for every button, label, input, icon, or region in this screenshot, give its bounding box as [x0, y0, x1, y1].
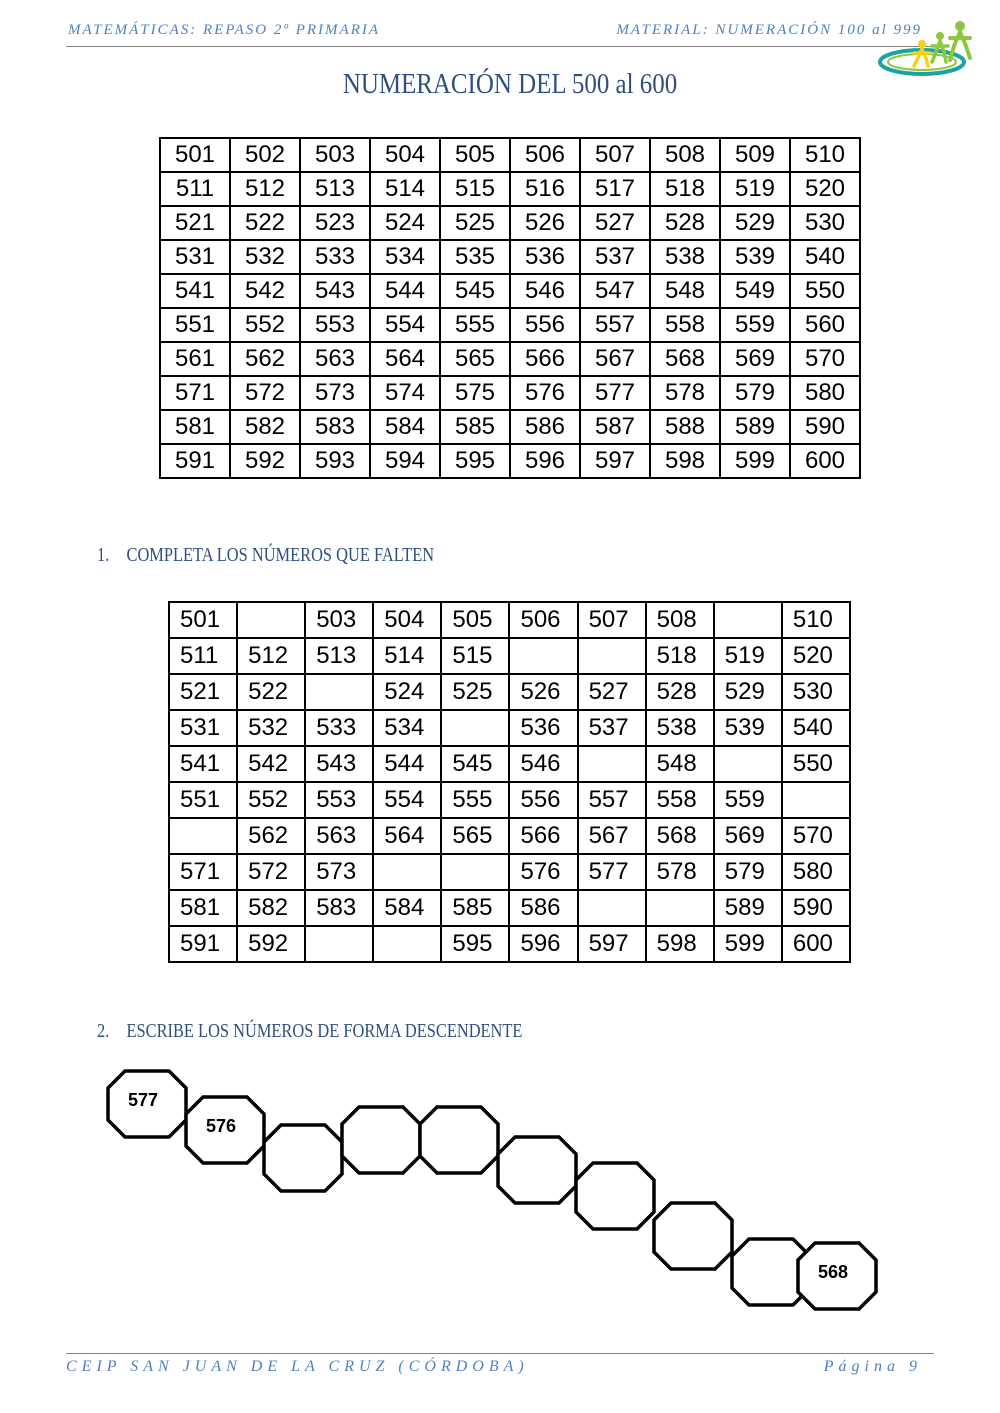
missing-table-row	[169, 746, 850, 782]
full-table-row	[160, 410, 860, 444]
missing-table-cell: 577	[578, 854, 646, 890]
missing-table-cell: 504	[373, 602, 441, 638]
full-table-cell: 520	[790, 172, 860, 206]
full-table-cell: 594	[370, 444, 440, 478]
full-table-cell: 512	[230, 172, 300, 206]
full-table-cell: 518	[650, 172, 720, 206]
missing-table-cell: 570	[782, 818, 850, 854]
missing-table-cell[interactable]	[305, 674, 373, 710]
full-table-cell: 544	[370, 274, 440, 308]
full-table-cell: 595	[440, 444, 510, 478]
missing-table-cell: 527	[578, 674, 646, 710]
full-table-cell: 502	[230, 138, 300, 172]
missing-table-cell: 579	[714, 854, 782, 890]
missing-numbers-table	[168, 601, 851, 963]
full-table-cell: 569	[720, 342, 790, 376]
missing-table-cell[interactable]	[441, 854, 509, 890]
full-table-cell: 586	[510, 410, 580, 444]
full-table-cell: 555	[440, 308, 510, 342]
octagon-label: 576	[205, 1116, 237, 1136]
missing-table-cell: 532	[237, 710, 305, 746]
full-table-cell: 581	[160, 410, 230, 444]
exercise-2-label: ESCRIBE LOS NÚMEROS DE FORMA DESCENDENTE	[126, 1020, 523, 1042]
missing-table-cell: 528	[646, 674, 714, 710]
full-table-cell: 598	[650, 444, 720, 478]
full-table-cell: 542	[230, 274, 300, 308]
header-right: MATERIAL: NUMERACIÓN 100 al 999	[616, 22, 922, 38]
full-table-cell: 563	[300, 342, 370, 376]
missing-table-cell: 595	[441, 926, 509, 962]
missing-table-cell: 580	[782, 854, 850, 890]
full-table-cell: 590	[790, 410, 860, 444]
octagon-shape	[342, 1107, 420, 1173]
full-table-cell: 537	[580, 240, 650, 274]
missing-table-row	[169, 890, 850, 926]
missing-table-cell: 508	[646, 602, 714, 638]
missing-table-cell: 543	[305, 746, 373, 782]
full-table-cell: 547	[580, 274, 650, 308]
full-table-cell: 557	[580, 308, 650, 342]
missing-table-cell: 501	[169, 602, 237, 638]
footer-school: CEIP SAN JUAN DE LA CRUZ (CÓRDOBA)	[66, 1358, 529, 1375]
full-table-cell: 540	[790, 240, 860, 274]
full-table-cell: 515	[440, 172, 510, 206]
missing-table-row	[169, 710, 850, 746]
exercise-1-label: COMPLETA LOS NÚMEROS QUE FALTEN	[126, 544, 435, 566]
missing-table-cell: 569	[714, 818, 782, 854]
missing-table-row	[169, 818, 850, 854]
missing-table-cell[interactable]	[714, 602, 782, 638]
missing-table-cell: 599	[714, 926, 782, 962]
full-table-cell: 556	[510, 308, 580, 342]
octagon-label: 568	[817, 1262, 849, 1282]
full-table-cell: 567	[580, 342, 650, 376]
full-table-cell: 525	[440, 206, 510, 240]
missing-table-cell: 510	[782, 602, 850, 638]
full-table-cell: 531	[160, 240, 230, 274]
full-table-cell: 591	[160, 444, 230, 478]
octagon-shape	[420, 1107, 498, 1173]
octagon-5[interactable]	[420, 1107, 498, 1173]
full-table-cell: 530	[790, 206, 860, 240]
full-table-cell: 575	[440, 376, 510, 410]
full-table-cell: 532	[230, 240, 300, 274]
full-table-cell: 528	[650, 206, 720, 240]
missing-table-cell: 578	[646, 854, 714, 890]
full-table-cell: 538	[650, 240, 720, 274]
full-table-cell: 585	[440, 410, 510, 444]
full-table-cell: 579	[720, 376, 790, 410]
full-table-cell: 517	[580, 172, 650, 206]
full-table-cell: 564	[370, 342, 440, 376]
missing-table-cell: 529	[714, 674, 782, 710]
full-table-cell: 504	[370, 138, 440, 172]
full-table-cell: 573	[300, 376, 370, 410]
full-table-cell: 514	[370, 172, 440, 206]
missing-table-cell: 522	[237, 674, 305, 710]
missing-table-cell: 555	[441, 782, 509, 818]
full-table-row	[160, 342, 860, 376]
octagon-2	[186, 1097, 264, 1163]
full-table-cell: 560	[790, 308, 860, 342]
full-table-cell: 552	[230, 308, 300, 342]
missing-table-cell: 505	[441, 602, 509, 638]
full-table-cell: 580	[790, 376, 860, 410]
missing-table-cell: 562	[237, 818, 305, 854]
missing-table-cell[interactable]	[373, 926, 441, 962]
missing-table-cell: 564	[373, 818, 441, 854]
missing-table-cell: 531	[169, 710, 237, 746]
full-table-row	[160, 444, 860, 478]
octagon-shape	[264, 1125, 342, 1191]
full-table-cell: 550	[790, 274, 860, 308]
header-rule	[66, 46, 934, 47]
octagon-3[interactable]	[264, 1125, 342, 1191]
full-table-cell: 548	[650, 274, 720, 308]
missing-table-cell: 520	[782, 638, 850, 674]
full-table-cell: 522	[230, 206, 300, 240]
missing-table-cell: 584	[373, 890, 441, 926]
full-table-cell: 589	[720, 410, 790, 444]
missing-table-cell: 567	[578, 818, 646, 854]
missing-table-cell: 545	[441, 746, 509, 782]
page-title: NUMERACIÓN DEL 500 al 600	[342, 68, 678, 100]
exercise-2-number: 2.	[97, 1020, 110, 1042]
missing-table-cell: 541	[169, 746, 237, 782]
missing-table-cell[interactable]	[714, 746, 782, 782]
missing-table-cell: 581	[169, 890, 237, 926]
full-table-cell: 524	[370, 206, 440, 240]
missing-table-cell: 544	[373, 746, 441, 782]
full-table-cell: 551	[160, 308, 230, 342]
full-table-row	[160, 138, 860, 172]
missing-table-cell: 592	[237, 926, 305, 962]
full-table-cell: 599	[720, 444, 790, 478]
full-table-cell: 559	[720, 308, 790, 342]
full-table-cell: 523	[300, 206, 370, 240]
missing-table-row	[169, 926, 850, 962]
missing-table-cell: 507	[578, 602, 646, 638]
full-table-cell: 529	[720, 206, 790, 240]
full-table-cell: 558	[650, 308, 720, 342]
full-table-cell: 582	[230, 410, 300, 444]
full-table-cell: 511	[160, 172, 230, 206]
missing-table-cell: 511	[169, 638, 237, 674]
full-table-row	[160, 274, 860, 308]
full-table-cell: 541	[160, 274, 230, 308]
missing-table-cell: 596	[509, 926, 577, 962]
full-table-cell: 509	[720, 138, 790, 172]
full-table-cell: 597	[580, 444, 650, 478]
full-table-cell: 561	[160, 342, 230, 376]
full-table-cell: 578	[650, 376, 720, 410]
footer-rule	[66, 1353, 934, 1354]
missing-table-cell: 506	[509, 602, 577, 638]
missing-table-cell: 503	[305, 602, 373, 638]
full-table-cell: 588	[650, 410, 720, 444]
missing-table-cell[interactable]	[646, 890, 714, 926]
missing-table-cell: 563	[305, 818, 373, 854]
full-table-cell: 510	[790, 138, 860, 172]
full-table-cell: 506	[510, 138, 580, 172]
missing-table-cell: 548	[646, 746, 714, 782]
octagon-shape	[576, 1163, 654, 1229]
missing-table-cell: 589	[714, 890, 782, 926]
missing-table-cell: 576	[509, 854, 577, 890]
full-table-cell: 565	[440, 342, 510, 376]
full-table-row	[160, 206, 860, 240]
full-table-cell: 572	[230, 376, 300, 410]
full-table-row	[160, 240, 860, 274]
full-table-row	[160, 172, 860, 206]
full-table-cell: 583	[300, 410, 370, 444]
full-table-cell: 516	[510, 172, 580, 206]
missing-table-cell: 554	[373, 782, 441, 818]
missing-table-cell[interactable]	[237, 602, 305, 638]
missing-table-row	[169, 674, 850, 710]
missing-table-cell: 600	[782, 926, 850, 962]
missing-table-cell: 534	[373, 710, 441, 746]
full-table-cell: 533	[300, 240, 370, 274]
full-table-cell: 519	[720, 172, 790, 206]
missing-table-cell: 524	[373, 674, 441, 710]
full-table-cell: 536	[510, 240, 580, 274]
missing-table-cell: 568	[646, 818, 714, 854]
full-table-cell: 543	[300, 274, 370, 308]
full-table-cell: 553	[300, 308, 370, 342]
octagon-6[interactable]	[498, 1137, 576, 1203]
exercise-1-number: 1.	[97, 544, 110, 566]
octagon-7[interactable]	[576, 1163, 654, 1229]
missing-table-cell: 590	[782, 890, 850, 926]
full-table-cell: 527	[580, 206, 650, 240]
missing-table-cell: 557	[578, 782, 646, 818]
octagon-shape	[498, 1137, 576, 1203]
missing-table-row	[169, 782, 850, 818]
full-table-cell: 534	[370, 240, 440, 274]
full-table-cell: 577	[580, 376, 650, 410]
missing-table-cell: 525	[441, 674, 509, 710]
missing-table-cell: 552	[237, 782, 305, 818]
missing-table-cell: 572	[237, 854, 305, 890]
octagon-shape	[654, 1203, 732, 1269]
full-table-cell: 507	[580, 138, 650, 172]
full-table-cell: 576	[510, 376, 580, 410]
missing-table-cell[interactable]	[578, 746, 646, 782]
octagon-1	[108, 1071, 186, 1137]
missing-table-cell[interactable]	[305, 926, 373, 962]
full-table-cell: 566	[510, 342, 580, 376]
missing-table-cell: 515	[441, 638, 509, 674]
missing-table-cell: 583	[305, 890, 373, 926]
missing-table-cell: 540	[782, 710, 850, 746]
missing-table-cell: 513	[305, 638, 373, 674]
full-table-cell: 568	[650, 342, 720, 376]
full-table-cell: 503	[300, 138, 370, 172]
missing-table-cell: 556	[509, 782, 577, 818]
missing-table-cell[interactable]	[509, 638, 577, 674]
full-table-cell: 505	[440, 138, 510, 172]
header-left: MATEMÁTICAS: REPASO 2º PRIMARIA	[68, 22, 381, 38]
full-table-cell: 546	[510, 274, 580, 308]
missing-table-cell[interactable]	[441, 710, 509, 746]
full-table-cell: 539	[720, 240, 790, 274]
full-table-cell: 593	[300, 444, 370, 478]
missing-table-cell: 551	[169, 782, 237, 818]
full-table-cell: 549	[720, 274, 790, 308]
missing-table-cell[interactable]	[578, 638, 646, 674]
missing-table-cell: 514	[373, 638, 441, 674]
missing-table-cell: 537	[578, 710, 646, 746]
full-table-cell: 571	[160, 376, 230, 410]
number-table-500-600	[159, 137, 861, 479]
missing-table-row	[169, 602, 850, 638]
missing-table-cell: 521	[169, 674, 237, 710]
missing-table-cell[interactable]	[169, 818, 237, 854]
full-table-cell: 562	[230, 342, 300, 376]
missing-table-cell: 538	[646, 710, 714, 746]
missing-table-cell: 546	[509, 746, 577, 782]
missing-table-cell: 585	[441, 890, 509, 926]
missing-table-cell: 530	[782, 674, 850, 710]
missing-table-cell: 571	[169, 854, 237, 890]
missing-table-cell: 512	[237, 638, 305, 674]
missing-table-cell: 565	[441, 818, 509, 854]
full-table-cell: 545	[440, 274, 510, 308]
missing-table-cell: 597	[578, 926, 646, 962]
missing-table-cell: 559	[714, 782, 782, 818]
full-table-cell: 596	[510, 444, 580, 478]
missing-table-cell: 553	[305, 782, 373, 818]
octagon-label: 577	[127, 1090, 159, 1110]
octagon-8[interactable]	[654, 1203, 732, 1269]
descending-octagon-chain	[100, 1060, 900, 1320]
full-table-row	[160, 376, 860, 410]
missing-table-cell: 550	[782, 746, 850, 782]
missing-table-cell: 539	[714, 710, 782, 746]
full-table-cell: 535	[440, 240, 510, 274]
full-table-cell: 600	[790, 444, 860, 478]
missing-table-cell: 582	[237, 890, 305, 926]
missing-table-row	[169, 638, 850, 674]
exercise-2-heading	[97, 1020, 522, 1043]
full-table-cell: 521	[160, 206, 230, 240]
full-table-cell: 584	[370, 410, 440, 444]
missing-table-cell: 518	[646, 638, 714, 674]
footer-page-number: Página 9	[823, 1358, 922, 1375]
missing-table-cell: 526	[509, 674, 577, 710]
missing-table-cell[interactable]	[578, 890, 646, 926]
exercise-1-heading	[97, 544, 434, 567]
missing-table-cell: 573	[305, 854, 373, 890]
full-table-cell: 592	[230, 444, 300, 478]
full-table-cell: 574	[370, 376, 440, 410]
octagon-10	[798, 1243, 876, 1309]
full-table-cell: 570	[790, 342, 860, 376]
missing-table-cell: 591	[169, 926, 237, 962]
missing-table-cell: 533	[305, 710, 373, 746]
full-table-cell: 526	[510, 206, 580, 240]
missing-table-cell: 536	[509, 710, 577, 746]
missing-table-row	[169, 854, 850, 890]
missing-table-cell: 519	[714, 638, 782, 674]
full-table-row	[160, 308, 860, 342]
missing-table-cell[interactable]	[373, 854, 441, 890]
octagon-4[interactable]	[342, 1107, 420, 1173]
full-table-cell: 587	[580, 410, 650, 444]
missing-table-cell: 598	[646, 926, 714, 962]
full-table-cell: 513	[300, 172, 370, 206]
missing-table-cell: 558	[646, 782, 714, 818]
missing-table-cell: 566	[509, 818, 577, 854]
missing-table-cell: 586	[509, 890, 577, 926]
missing-table-cell: 542	[237, 746, 305, 782]
full-table-cell: 554	[370, 308, 440, 342]
full-table-cell: 508	[650, 138, 720, 172]
full-table-cell: 501	[160, 138, 230, 172]
missing-table-cell[interactable]	[782, 782, 850, 818]
